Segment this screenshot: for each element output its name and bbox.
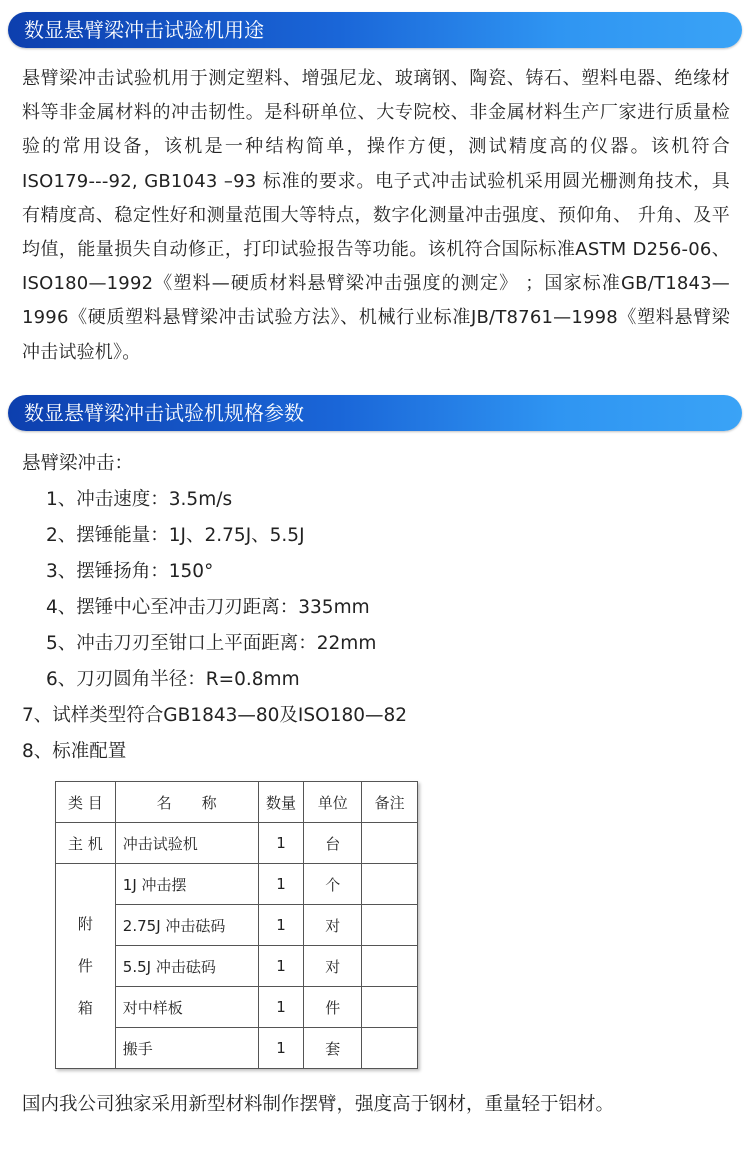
category-main: 主 机 bbox=[56, 823, 116, 864]
category-accessory-char: 件 bbox=[77, 957, 93, 975]
item-note bbox=[362, 823, 418, 864]
category-accessory-char: 箱 bbox=[77, 999, 93, 1017]
item-note bbox=[362, 946, 418, 987]
item-unit: 对 bbox=[304, 946, 362, 987]
item-name: 5.5J 冲击砝码 bbox=[115, 946, 258, 987]
spec-item: 4、摆锤中心至冲击刀刃距离：335mm bbox=[46, 597, 370, 618]
item-name: 2.75J 冲击砝码 bbox=[115, 905, 258, 946]
item-quantity: 1 bbox=[258, 1028, 304, 1069]
spec-item: 1、冲击速度：3.5m/s bbox=[46, 489, 233, 510]
item-note bbox=[362, 864, 418, 905]
spec-item: 5、冲击刀刃至钳口上平面距离：22mm bbox=[46, 633, 377, 654]
item-unit: 台 bbox=[304, 823, 362, 864]
item-unit: 件 bbox=[304, 987, 362, 1028]
item-unit: 对 bbox=[304, 905, 362, 946]
table-row bbox=[56, 864, 418, 905]
item-note bbox=[362, 1028, 418, 1069]
usage-section-title: 数显悬臂梁冲击试验机用途 bbox=[24, 18, 264, 42]
item-quantity: 1 bbox=[258, 946, 304, 987]
spec-item: 7、试样类型符合GB1843—80及ISO180—82 bbox=[22, 705, 408, 726]
header-note: 备注 bbox=[362, 782, 418, 823]
item-quantity: 1 bbox=[258, 823, 304, 864]
usage-description: 悬臂梁冲击试验机用于测定塑料、增强尼龙、玻璃钢、陶瓷、铸石、塑料电器、绝缘材料等非金属材料的冲击韧性。是科研单位、大专院校、非金属材料生产厂家进行质量检验的常用设备，该机是一种结构简单，操作方便，测试精度高的仪器。该机符合ISO179---92, GB1043 –93 标准的要求。电子式冲击试验机采用圆光栅测角技术，具有精度高、稳定性好和测量范围大等特点，数字化测量冲击强度、预仰角、 升角、及平均值，能量损失自动修正，打印试验报告等功能。该机符合国际标准ASTM D256-06、ISO180—1992《塑料—硬质材料悬臂梁冲击强度的测定》 ；国家标准GB/T1843—1996《硬质塑料悬臂梁冲击试验方法》、机械行业标准JB/T8761—1998《塑料悬臂梁冲击试验机》。 bbox=[22, 68, 730, 363]
table-row bbox=[56, 823, 418, 864]
item-note bbox=[362, 987, 418, 1028]
item-unit: 套 bbox=[304, 1028, 362, 1069]
item-quantity: 1 bbox=[258, 987, 304, 1028]
standard-config-table bbox=[55, 781, 418, 1069]
specs-heading: 悬臂梁冲击： bbox=[22, 453, 134, 474]
header-quantity: 数量 bbox=[258, 782, 304, 823]
item-note bbox=[362, 905, 418, 946]
spec-item: 2、摆锤能量：1J、2.75J、5.5J bbox=[46, 525, 305, 546]
category-accessory-box bbox=[56, 864, 116, 1069]
specs-section-header bbox=[8, 395, 742, 431]
header-unit: 单位 bbox=[304, 782, 362, 823]
item-name: 对中样板 bbox=[115, 987, 258, 1028]
item-quantity: 1 bbox=[258, 905, 304, 946]
spec-item: 8、标准配置 bbox=[22, 741, 127, 762]
header-category: 类 目 bbox=[56, 782, 116, 823]
item-name: 冲击试验机 bbox=[115, 823, 258, 864]
category-accessory-char: 附 bbox=[77, 915, 93, 933]
item-unit: 个 bbox=[304, 864, 362, 905]
usage-section-header bbox=[8, 12, 742, 48]
footer-note: 国内我公司独家采用新型材料制作摆臂，强度高于钢材，重量轻于铝材。 bbox=[22, 1094, 615, 1115]
header-name: 名 称 bbox=[115, 782, 258, 823]
item-name: 1J 冲击摆 bbox=[115, 864, 258, 905]
item-name: 搬手 bbox=[115, 1028, 258, 1069]
specs-section-title: 数显悬臂梁冲击试验机规格参数 bbox=[24, 401, 304, 425]
spec-item: 6、刀刃圆角半径：R=0.8mm bbox=[46, 669, 300, 690]
spec-item: 3、摆锤扬角：150° bbox=[46, 561, 214, 582]
item-quantity: 1 bbox=[258, 864, 304, 905]
table-header-row bbox=[56, 782, 418, 823]
